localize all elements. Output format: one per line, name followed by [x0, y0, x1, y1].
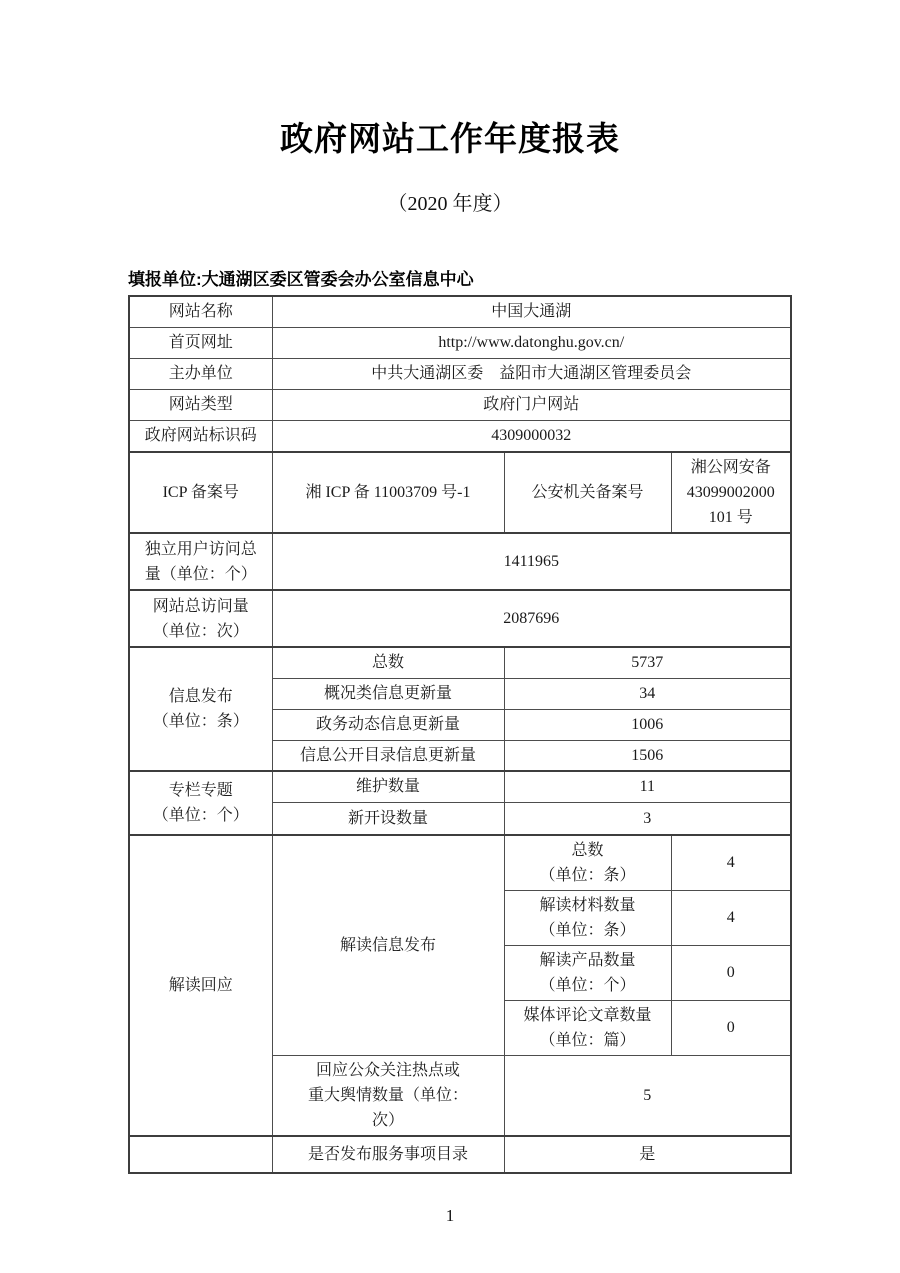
site-name-row — [129, 296, 791, 327]
page-title: 政府网站工作年度报表 — [280, 120, 620, 157]
page-subtitle: （2020 年度） — [387, 193, 513, 215]
page-number: 1 — [445, 1205, 455, 1225]
unique-visitors-value: 1411965 — [272, 533, 791, 590]
special-topics-maintained-value: 11 — [504, 771, 791, 803]
home-url-row — [129, 327, 791, 358]
home-url-label: 首页网址 — [129, 327, 272, 358]
organizer-value: 中共大通湖区委 益阳市大通湖区管理委员会 — [272, 358, 791, 389]
organizer-label: 主办单位 — [129, 358, 272, 389]
interpret-media-value: 0 — [671, 1000, 791, 1055]
organizer-row — [129, 358, 791, 389]
interpret-row-total — [129, 835, 791, 891]
info-publish-row-total — [129, 647, 791, 678]
annual-report-table — [128, 295, 792, 1174]
total-visits-row — [129, 590, 791, 647]
interpret-products-label: 解读产品数量 （单位：个） — [504, 945, 671, 1000]
service-catalog-value: 是 — [504, 1136, 791, 1173]
interpret-media-label: 媒体评论文章数量 （单位：篇） — [504, 1000, 671, 1055]
unique-visitors-label: 独立用户访问总 量（单位：个） — [129, 533, 272, 590]
reporting-unit-label: 填报单位:大通湖区委区管委会办公室信息中心 — [128, 270, 474, 289]
interpret-products-value: 0 — [671, 945, 791, 1000]
icp-row — [129, 452, 791, 533]
special-topics-new-label: 新开设数量 — [272, 803, 504, 835]
site-type-row — [129, 389, 791, 420]
site-name-label: 网站名称 — [129, 296, 272, 327]
interpret-materials-value: 4 — [671, 890, 791, 945]
home-url-value: http://www.datonghu.gov.cn/ — [272, 327, 791, 358]
info-publish-overview-label: 概况类信息更新量 — [272, 678, 504, 709]
info-publish-catalog-label: 信息公开目录信息更新量 — [272, 740, 504, 771]
interpret-materials-label: 解读材料数量 （单位：条） — [504, 890, 671, 945]
service-catalog-row — [129, 1136, 791, 1173]
interpret-total-label: 总数 （单位：条） — [504, 835, 671, 891]
special-topics-row-maintained — [129, 771, 791, 803]
icp-label: ICP 备案号 — [129, 452, 272, 533]
info-publish-dynamics-value: 1006 — [504, 709, 791, 740]
police-filing-label: 公安机关备案号 — [504, 452, 671, 533]
service-catalog-label: 是否发布服务事项目录 — [272, 1136, 504, 1173]
interpret-total-value: 4 — [671, 835, 791, 891]
total-visits-label: 网站总访问量 （单位：次） — [129, 590, 272, 647]
site-name-value: 中国大通湖 — [272, 296, 791, 327]
site-type-label: 网站类型 — [129, 389, 272, 420]
special-topics-group-label: 专栏专题 （单位：个） — [129, 771, 272, 835]
icp-value: 湘 ICP 备 11003709 号-1 — [272, 452, 504, 533]
info-publish-group-label: 信息发布 （单位：条） — [129, 647, 272, 771]
total-visits-value: 2087696 — [272, 590, 791, 647]
hotspot-value: 5 — [504, 1055, 791, 1136]
unique-visitors-row — [129, 533, 791, 590]
interpret-group-label: 解读回应 — [129, 835, 272, 1136]
info-publish-dynamics-label: 政务动态信息更新量 — [272, 709, 504, 740]
info-publish-total-value: 5737 — [504, 647, 791, 678]
site-id-code-label: 政府网站标识码 — [129, 420, 272, 452]
police-filing-value: 湘公网安备 43099002000 101 号 — [671, 452, 791, 533]
special-topics-new-value: 3 — [504, 803, 791, 835]
hotspot-label: 回应公众关注热点或 重大舆情数量（单位： 次） — [272, 1055, 504, 1136]
site-id-code-value: 4309000032 — [272, 420, 791, 452]
empty-cell — [129, 1136, 272, 1173]
special-topics-maintained-label: 维护数量 — [272, 771, 504, 803]
info-publish-total-label: 总数 — [272, 647, 504, 678]
interpret-publish-label: 解读信息发布 — [272, 835, 504, 1056]
info-publish-catalog-value: 1506 — [504, 740, 791, 771]
site-id-code-row — [129, 420, 791, 452]
site-type-value: 政府门户网站 — [272, 389, 791, 420]
info-publish-overview-value: 34 — [504, 678, 791, 709]
